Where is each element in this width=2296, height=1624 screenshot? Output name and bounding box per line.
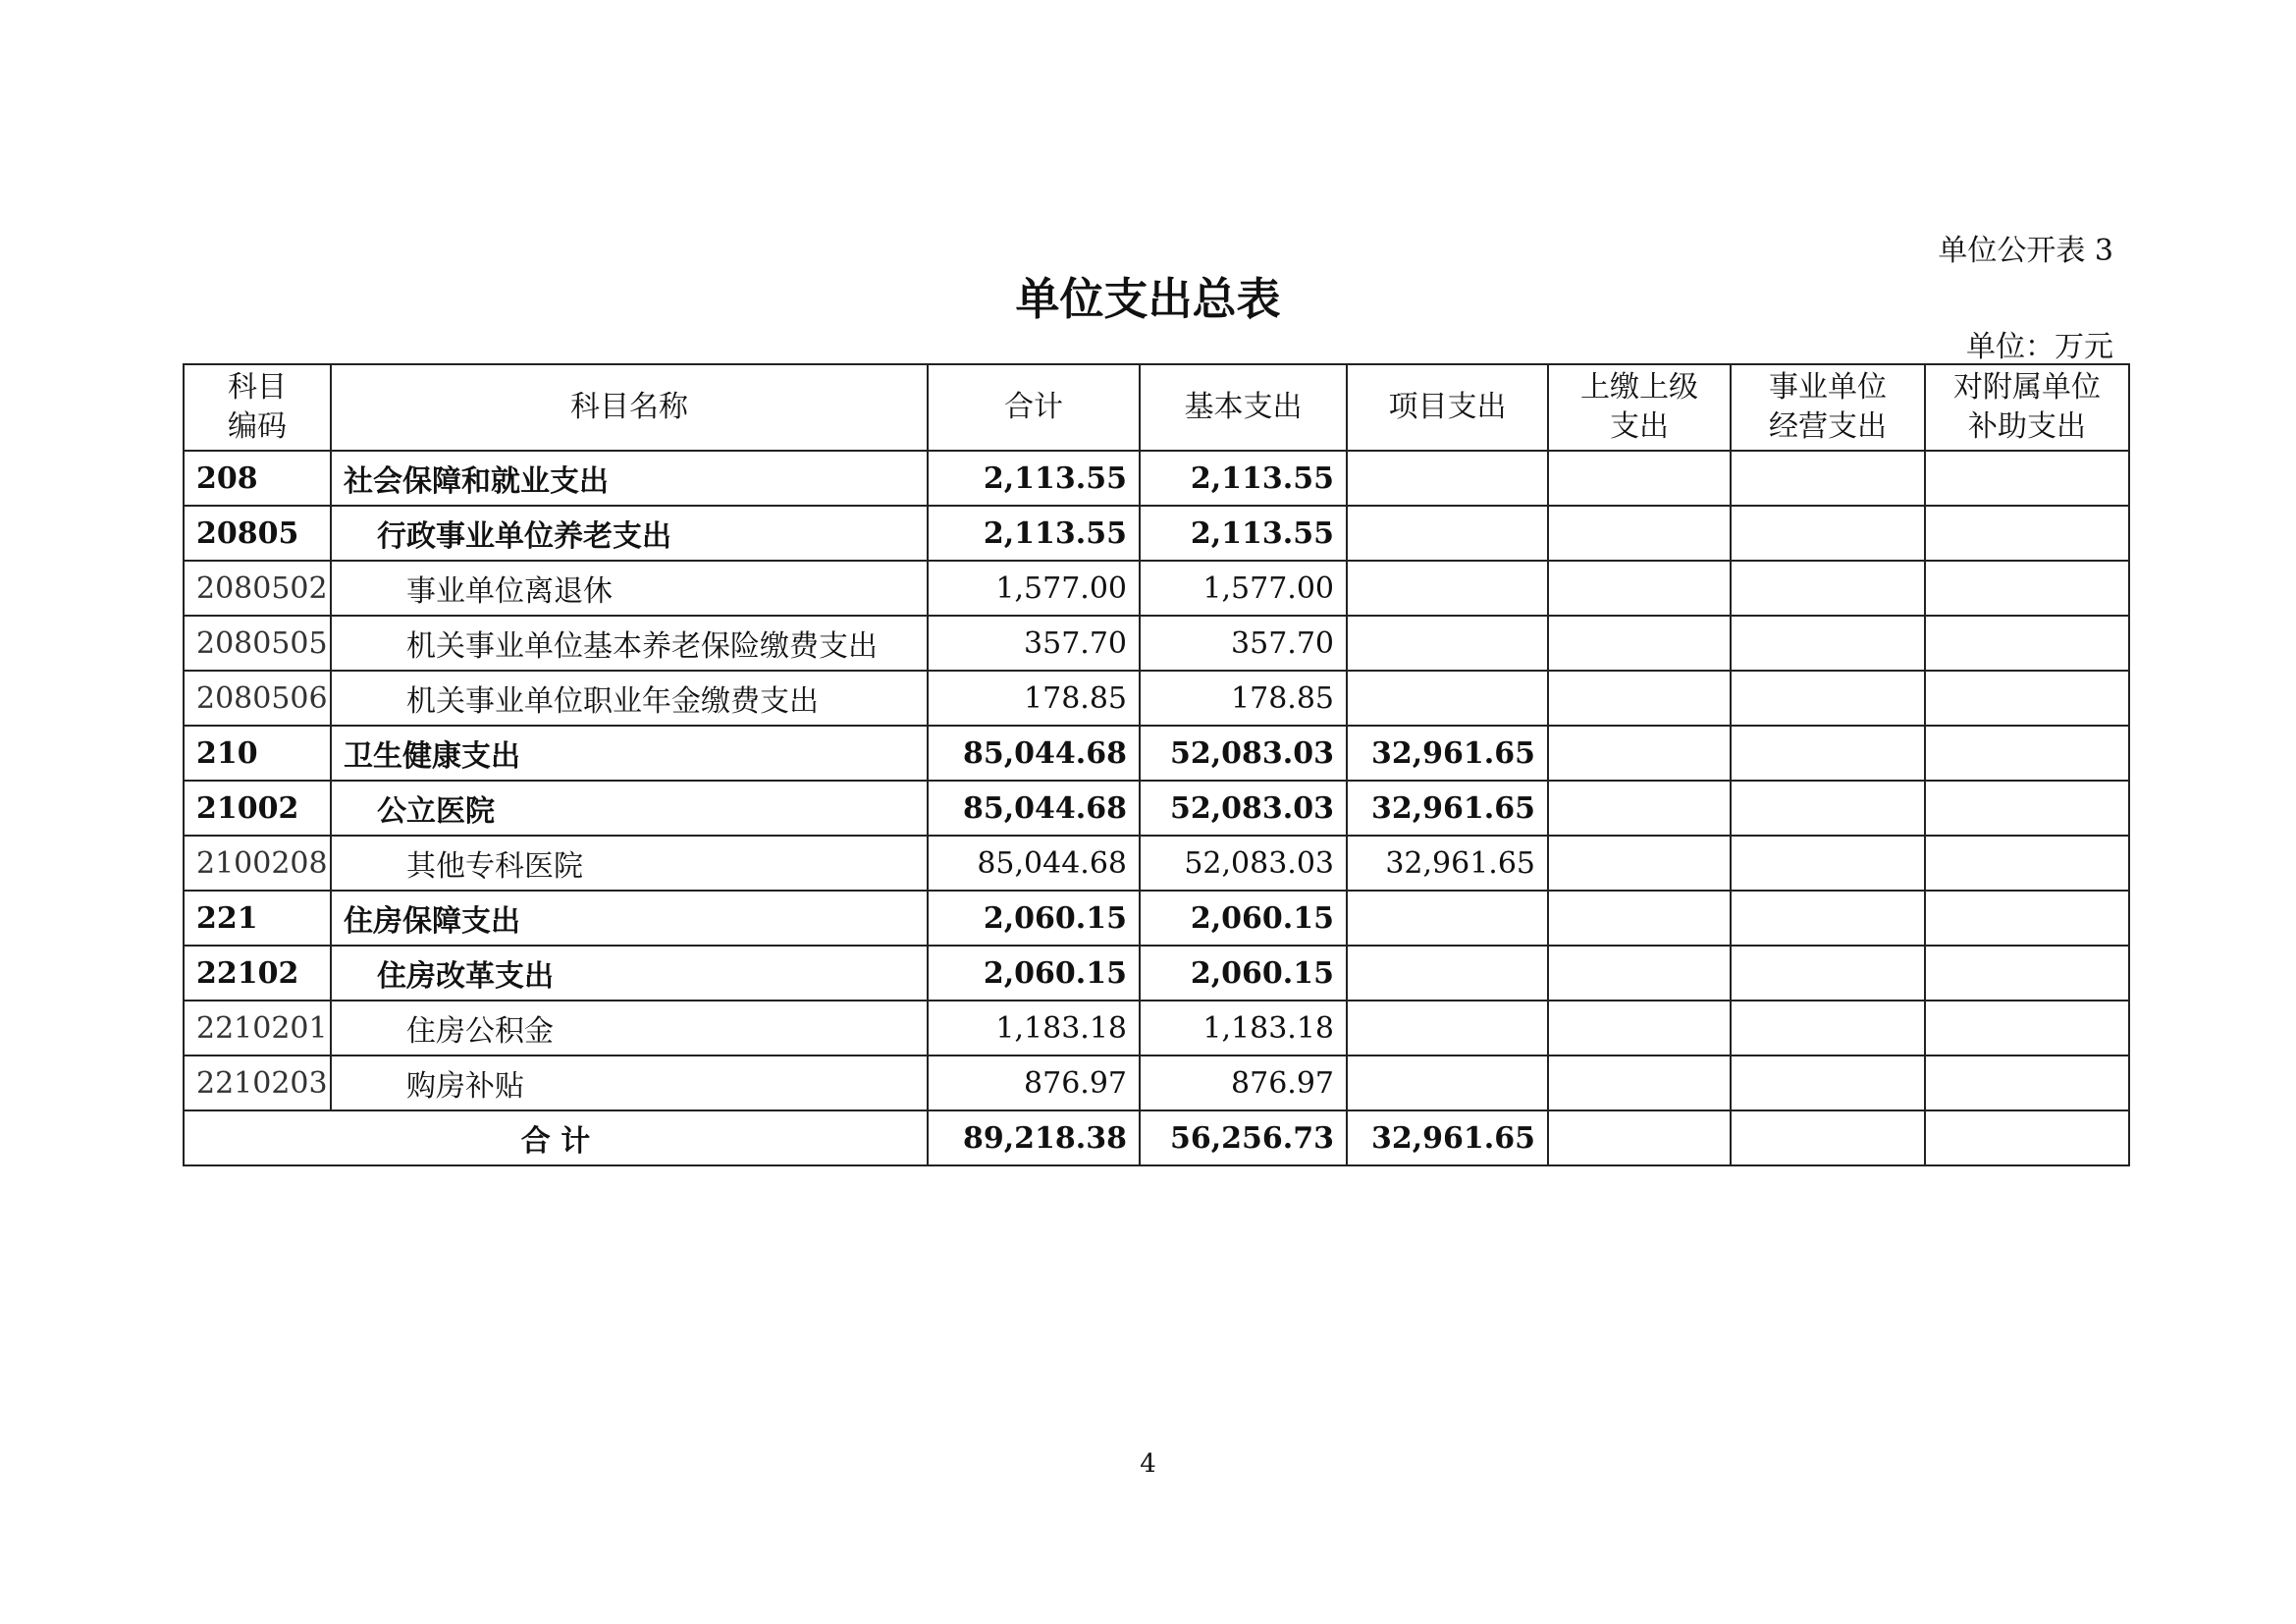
cell-code: 20805 [184,506,331,561]
cell-total: 85,044.68 [928,781,1140,836]
cell-basic: 178.85 [1140,671,1347,726]
cell-code: 2080502 [184,561,331,616]
cell-basic: 1,577.00 [1140,561,1347,616]
cell-business [1731,1001,1925,1056]
cell-code: 21002 [184,781,331,836]
cell-remit [1548,1056,1731,1110]
header-remit [1548,364,1731,451]
cell-project [1347,671,1548,726]
header-business-line2: 经营支出 [1769,409,1887,444]
cell-basic: 52,083.03 [1140,726,1347,781]
cell-project [1347,946,1548,1001]
cell-subsidy [1925,451,2129,506]
cell-business [1731,781,1925,836]
cell-business [1731,616,1925,671]
cell-name: 事业单位离退休 [331,561,928,616]
cell-subsidy [1925,781,2129,836]
cell-business [1731,671,1925,726]
table-row [184,891,2129,946]
cell-subsidy [1925,726,2129,781]
page-number: 4 [1140,1449,1156,1479]
table-row [184,506,2129,561]
table-row [184,1056,2129,1110]
cell-code: 22102 [184,946,331,1001]
cell-subsidy [1925,671,2129,726]
table-row [184,1001,2129,1056]
cell-project [1347,451,1548,506]
header-remit-line2: 支出 [1610,409,1669,444]
cell-remit [1548,781,1731,836]
cell-code: 2080506 [184,671,331,726]
cell-basic: 2,060.15 [1140,946,1347,1001]
cell-remit [1548,946,1731,1001]
cell-remit [1548,726,1731,781]
header-total: 合计 [928,364,1140,451]
cell-total: 2,060.15 [928,891,1140,946]
cell-remit [1548,891,1731,946]
table-row [184,836,2129,891]
header-code-line2: 编码 [228,409,287,444]
header-project: 项目支出 [1347,364,1548,451]
cell-name: 公立医院 [331,781,928,836]
cell-business [1731,836,1925,891]
cell-business [1731,1056,1925,1110]
page-title: 单位支出总表 [1015,273,1281,325]
table-row [184,451,2129,506]
cell-business [1731,891,1925,946]
cell-project: 32,961.65 [1347,836,1548,891]
cell-total: 178.85 [928,671,1140,726]
grand-total-subsidy [1925,1110,2129,1165]
cell-basic: 2,113.55 [1140,451,1347,506]
cell-total: 876.97 [928,1056,1140,1110]
cell-project [1347,561,1548,616]
cell-subsidy [1925,1056,2129,1110]
cell-total: 2,113.55 [928,451,1140,506]
header-subsidy [1925,364,2129,451]
cell-subsidy [1925,616,2129,671]
grand-total-total: 89,218.38 [928,1110,1140,1165]
table-row [184,616,2129,671]
cell-name: 其他专科医院 [331,836,928,891]
table-id-label: 单位公开表 3 [1938,234,2113,268]
cell-total: 357.70 [928,616,1140,671]
cell-name: 住房改革支出 [331,946,928,1001]
cell-basic: 876.97 [1140,1056,1347,1110]
header-remit-line1: 上缴上级 [1580,370,1698,405]
cell-project [1347,616,1548,671]
cell-remit [1548,561,1731,616]
grand-total-business [1731,1110,1925,1165]
grand-total-project: 32,961.65 [1347,1110,1548,1165]
grand-total-remit [1548,1110,1731,1165]
cell-subsidy [1925,1001,2129,1056]
cell-basic: 357.70 [1140,616,1347,671]
cell-name: 机关事业单位基本养老保险缴费支出 [331,616,928,671]
cell-business [1731,561,1925,616]
cell-code: 2080505 [184,616,331,671]
grand-total-row [184,1110,2129,1165]
cell-project: 32,961.65 [1347,781,1548,836]
header-code-line1: 科目 [228,370,287,405]
cell-remit [1548,671,1731,726]
cell-name: 社会保障和就业支出 [331,451,928,506]
cell-project [1347,1001,1548,1056]
cell-basic: 52,083.03 [1140,836,1347,891]
unit-label: 单位：万元 [1966,330,2113,364]
cell-remit [1548,836,1731,891]
cell-code: 221 [184,891,331,946]
cell-business [1731,726,1925,781]
header-subsidy-line2: 补助支出 [1968,409,2086,444]
grand-total-basic: 56,256.73 [1140,1110,1347,1165]
cell-subsidy [1925,836,2129,891]
header-name: 科目名称 [331,364,928,451]
cell-total: 1,183.18 [928,1001,1140,1056]
cell-subsidy [1925,946,2129,1001]
cell-subsidy [1925,506,2129,561]
table-row [184,946,2129,1001]
cell-name: 行政事业单位养老支出 [331,506,928,561]
cell-total: 2,060.15 [928,946,1140,1001]
cell-project [1347,891,1548,946]
cell-basic: 52,083.03 [1140,781,1347,836]
cell-code: 2210203 [184,1056,331,1110]
cell-basic: 2,113.55 [1140,506,1347,561]
expenditure-table [183,363,2130,1166]
header-row [184,364,2129,451]
cell-business [1731,451,1925,506]
cell-code: 208 [184,451,331,506]
cell-project: 32,961.65 [1347,726,1548,781]
header-subsidy-line1: 对附属单位 [1953,370,2101,405]
header-business [1731,364,1925,451]
cell-code: 2210201 [184,1001,331,1056]
header-basic: 基本支出 [1140,364,1347,451]
cell-total: 85,044.68 [928,836,1140,891]
cell-remit [1548,451,1731,506]
table-row [184,561,2129,616]
header-code [184,364,331,451]
cell-project [1347,506,1548,561]
cell-total: 85,044.68 [928,726,1140,781]
cell-business [1731,506,1925,561]
cell-basic: 2,060.15 [1140,891,1347,946]
cell-total: 2,113.55 [928,506,1140,561]
cell-name: 购房补贴 [331,1056,928,1110]
cell-name: 机关事业单位职业年金缴费支出 [331,671,928,726]
cell-total: 1,577.00 [928,561,1140,616]
cell-basic: 1,183.18 [1140,1001,1347,1056]
cell-remit [1548,1001,1731,1056]
cell-name: 住房公积金 [331,1001,928,1056]
table-row [184,781,2129,836]
grand-total-label: 合 计 [184,1110,928,1165]
cell-subsidy [1925,561,2129,616]
table-row [184,671,2129,726]
cell-project [1347,1056,1548,1110]
header-business-line1: 事业单位 [1769,370,1887,405]
cell-subsidy [1925,891,2129,946]
cell-remit [1548,506,1731,561]
cell-remit [1548,616,1731,671]
cell-code: 2100208 [184,836,331,891]
cell-code: 210 [184,726,331,781]
table-row [184,726,2129,781]
cell-name: 住房保障支出 [331,891,928,946]
cell-business [1731,946,1925,1001]
cell-name: 卫生健康支出 [331,726,928,781]
